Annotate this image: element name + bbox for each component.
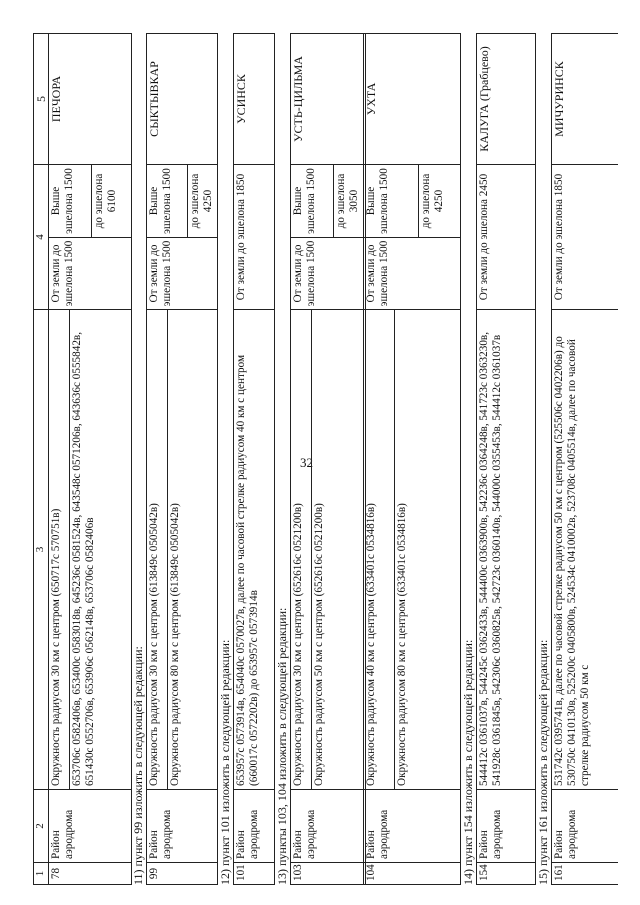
- boundary-description: 544412с 0361037в, 544245с 0362433в, 544400с 0363900в, 542236с 0364248в, 541723с 0363230в, 541928с 0361845в, 542306с 0360825в, 542723с 0360140в, 544000с 0355453в, 544412с 0361037в: [477, 309, 535, 789]
- boundary-description: [147, 309, 217, 789]
- altitude-upper-from: Выше эшелона 1500: [148, 168, 173, 234]
- altitude-lower: От земли до эшелона 1500: [291, 237, 365, 309]
- boundary-description: 653957с 0573914в, 654040с 0570027в, далее по часовой стрелке радиусом 40 км с центром (660017с 0572202в) до 653957с 0573914в: [234, 309, 274, 789]
- table-row: [363, 33, 461, 885]
- altitude-upper-group: [291, 165, 365, 237]
- table-row: [48, 33, 132, 885]
- boundary-description: [364, 309, 460, 789]
- altitude-cell: [234, 164, 274, 309]
- table-row: [476, 33, 536, 885]
- aerodrome-name: КАЛУГА (Грабцево): [477, 46, 491, 152]
- aerodrome-name: УСИНСК: [234, 74, 248, 124]
- altitude-lower: От земли до эшелона 1500: [364, 237, 460, 309]
- header-col-2: 2: [34, 789, 48, 862]
- boundary-line-1: Окружность радиусом 30 км с центром (652616с 0521200в): [292, 503, 304, 786]
- aerodrome-name: СЫКТЫВКАР: [147, 61, 161, 137]
- boundary-line-2: Окружность радиусом 50 км с центром (652616с 0521200в): [311, 310, 327, 789]
- altitude-upper-group: [49, 165, 131, 237]
- altitude-upper-to: до эшелона 4250: [418, 165, 447, 237]
- area-type: Район аэродрома: [477, 789, 535, 862]
- boundary-line-1: Окружность радиусом 30 км с центром (613849с 0505042в): [148, 503, 160, 786]
- section-heading: 11) пункт 99 изложить в следующей редакции:: [131, 646, 145, 885]
- altitude-lower: От земли до эшелона 1500: [147, 237, 217, 309]
- aerodrome-name: УСТЬ-ЦИЛЬМА: [291, 56, 305, 142]
- altitude-cell: [477, 164, 535, 309]
- table-row: [233, 33, 275, 885]
- altitude-lower: От земли до эшелона 1850: [235, 173, 247, 301]
- section-heading: 15) пункт 161 изложить в следующей редакции:: [536, 639, 550, 885]
- boundary-line-2: 653706с 0582406в, 653400с 0583018в, 645236с 0581524в, 643548с 0571206в, 643636с 0555842в, 651430с 0552706в, 653906с 0562148в, 653706с 0582406в: [69, 310, 98, 789]
- altitude-cell: [552, 164, 618, 309]
- header-col-4: 4: [34, 164, 48, 309]
- area-type: Район аэродрома: [364, 789, 460, 862]
- area-type: Район аэродрома: [552, 789, 618, 862]
- row-number: 103: [291, 862, 365, 884]
- row-number: 104: [364, 862, 460, 884]
- altitude-lower: От земли до эшелона 1850: [553, 173, 565, 301]
- row-number: 101: [234, 862, 274, 884]
- aerodrome-name: МИЧУРИНСК: [552, 61, 566, 137]
- altitude-upper-from: Выше эшелона 1500: [365, 168, 390, 234]
- boundary-line-2: Окружность радиусом 80 км с центром (613849с 0505042в): [167, 310, 183, 789]
- altitude-cell: [364, 164, 460, 309]
- altitude-upper-to: до эшелона 6100: [91, 165, 120, 237]
- row-number: 78: [49, 862, 131, 884]
- aerodrome-name: УХТА: [364, 82, 378, 116]
- altitude-cell: [49, 164, 131, 309]
- section-heading: 13) пункты 103, 104 изложить в следующей редакции:: [275, 607, 289, 885]
- row-number: 161: [552, 862, 618, 884]
- altitude-lower: От земли до эшелона 1500: [49, 237, 131, 309]
- aerodrome-name: ПЕЧОРА: [49, 75, 63, 123]
- altitude-upper-to: до эшелона 3050: [333, 165, 362, 237]
- altitude-upper-to: до эшелона 4250: [187, 165, 216, 237]
- altitude-cell: [291, 164, 365, 309]
- boundary-description: [291, 309, 365, 789]
- table-header: [33, 33, 49, 885]
- row-number: 154: [477, 862, 535, 884]
- altitude-lower: От земли до эшелона 2450: [478, 173, 490, 301]
- boundary-line-2: Окружность радиусом 80 км с центром (633401с 0534816в): [394, 310, 410, 789]
- page-number: 32: [300, 455, 313, 470]
- header-col-5: 5: [34, 96, 48, 102]
- header-col-3: 3: [34, 309, 48, 789]
- boundary-description: 531742с 0395741в, далее по часовой стрелке радиусом 50 км с центром (525506с 0402206в) до 530750с 0410130в, 525200с 0405800в, 524534с 0410002в, 523708с 0405514в, далее по часовой стрелке радиусом 50 км с: [552, 309, 618, 789]
- section-heading: 12) пункт 101 изложить в следующей редакции:: [218, 639, 232, 885]
- section-heading: 14) пункт 154 изложить в следующей редакции:: [461, 639, 475, 885]
- altitude-upper-group: [147, 165, 217, 237]
- area-type: Район аэродрома: [234, 789, 274, 862]
- area-type: Район аэродрома: [147, 789, 217, 862]
- area-type: Район аэродрома: [49, 789, 131, 862]
- row-number: 99: [147, 862, 217, 884]
- boundary-description: [49, 309, 131, 789]
- altitude-upper-from: Выше эшелона 1500: [292, 168, 317, 234]
- altitude-upper-from: Выше эшелона 1500: [50, 168, 75, 234]
- altitude-cell: [147, 164, 217, 309]
- boundary-line-1: Окружность радиусом 40 км с центром (633401с 0534816в): [365, 503, 377, 786]
- table-row: [146, 33, 218, 885]
- header-col-1: 1: [34, 862, 48, 884]
- boundary-line-1: Окружность радиусом 30 км с центром (650717с 570751в): [50, 508, 62, 786]
- table-row: [290, 33, 366, 885]
- area-type: Район аэродрома: [291, 789, 365, 862]
- altitude-upper-group: [364, 165, 460, 237]
- table-row: [551, 33, 618, 885]
